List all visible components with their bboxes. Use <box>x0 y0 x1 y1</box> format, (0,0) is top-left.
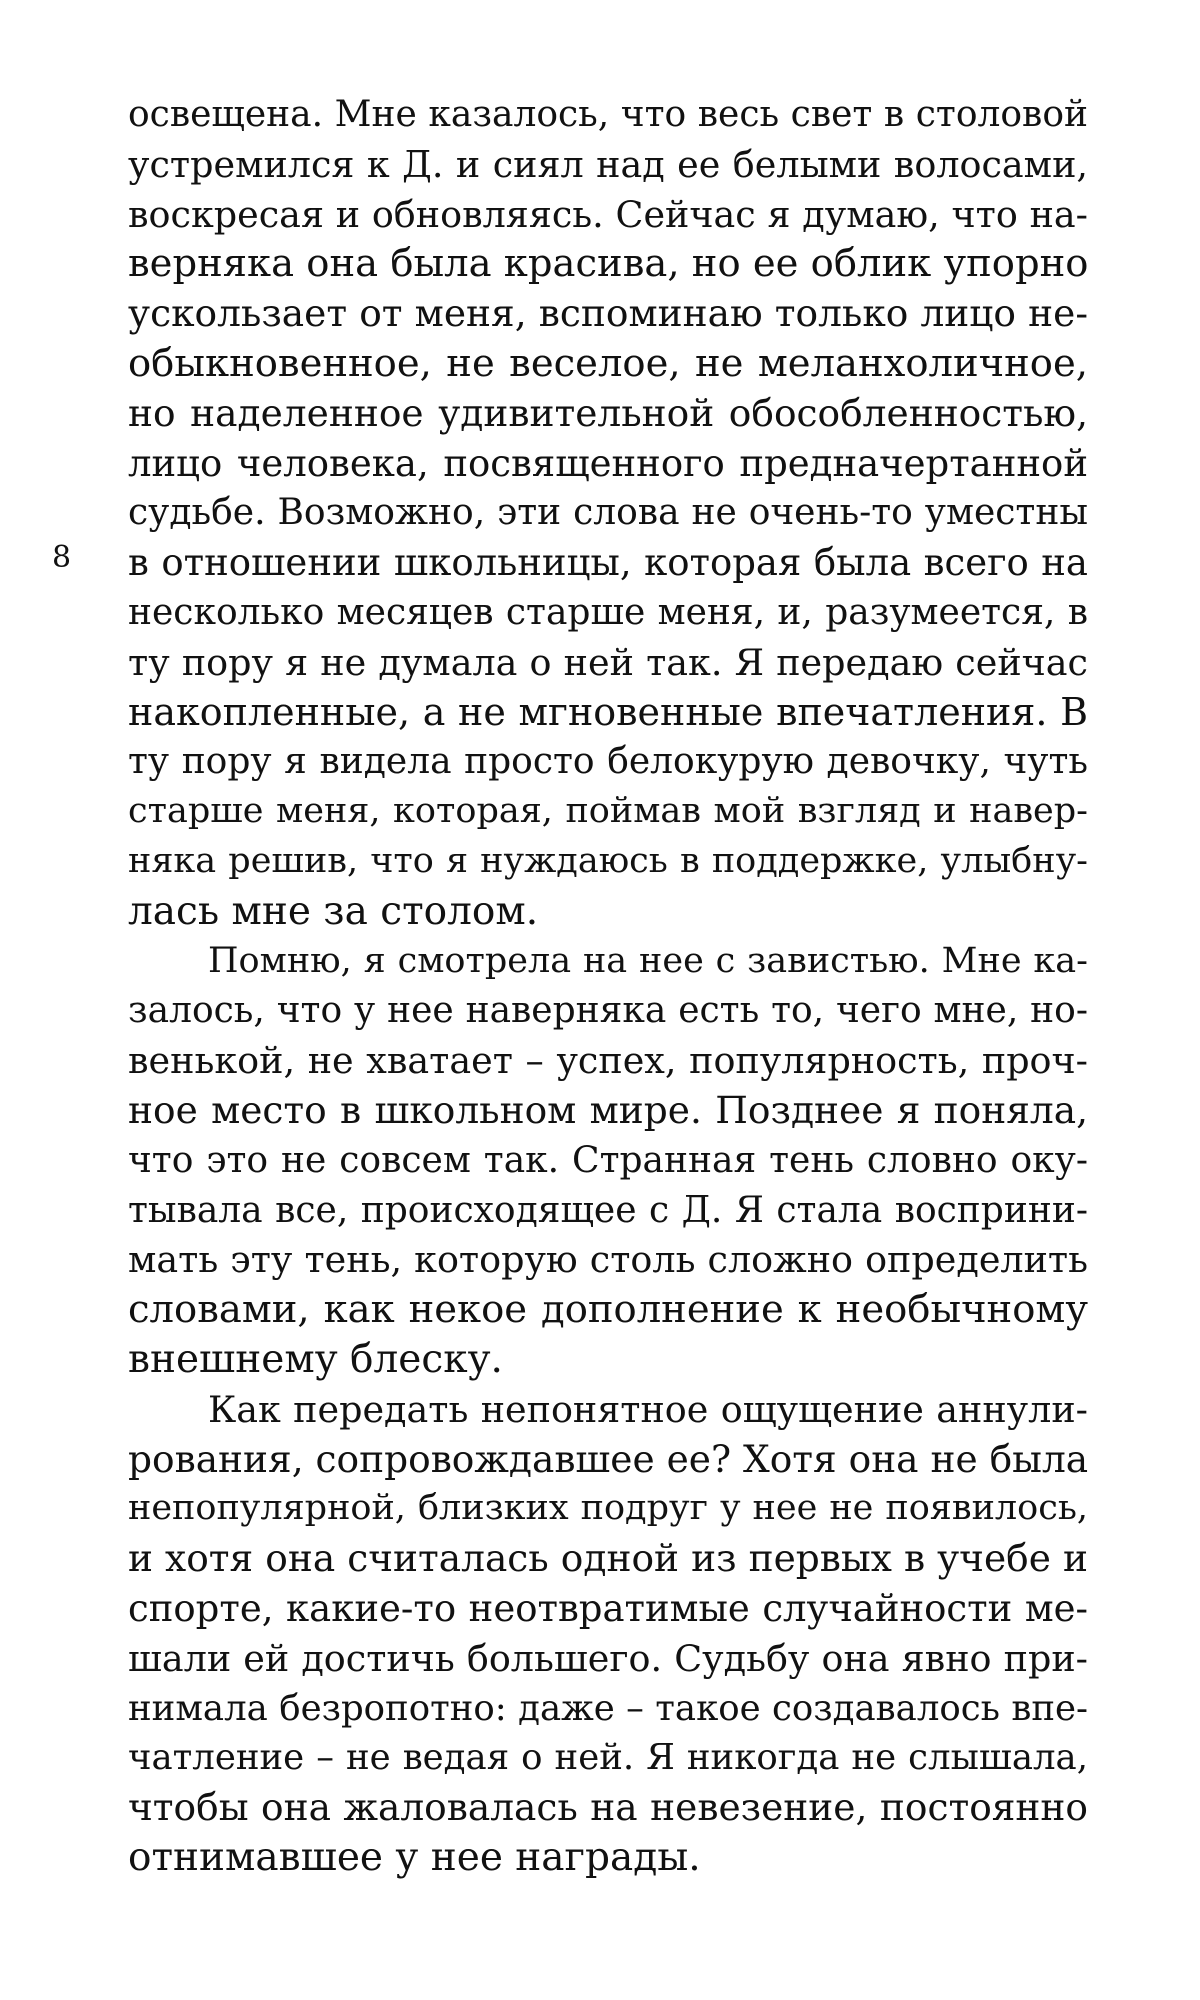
text-line: в отношении школьницы, которая была всего на <box>128 541 1088 585</box>
text-line: устремился к Д. и сиял над ее белыми волосами, <box>128 142 1088 186</box>
text-line: словами, как некое дополнение к необычному <box>128 1287 1088 1333</box>
text-line: рования, сопровождавшее ее? Хотя она не была <box>128 1436 1089 1481</box>
page-number: 8 <box>52 540 72 575</box>
text-line: Помню, я смотрела на нее с завистью. Мне ка- <box>208 940 1088 981</box>
text-line: судьбе. Возможно, эти слова не очень-то уместны <box>128 492 1088 534</box>
text-line: накопленные, а не мгновенные впечатления. В <box>128 689 1088 734</box>
text-line: няка решив, что я нуждаюсь в поддержке, улыбну- <box>128 840 1088 881</box>
body-text <box>128 90 1088 1883</box>
text-line: старше меня, которая, поймав мой взгляд и навер- <box>128 791 1088 832</box>
text-line: обыкновенное, не веселое, не меланхоличное, <box>128 340 1088 386</box>
text-line: мать эту тень, которую столь сложно определить <box>128 1238 1088 1282</box>
text-line: Как передать непонятное ощущение аннули- <box>208 1387 1088 1431</box>
text-line: отнимавшее у нее награды. <box>128 1834 701 1880</box>
text-line: спорте, какие-то неотвратимые случайности ме- <box>128 1586 1088 1630</box>
text-line: нимала безропотно: даже – такое создавалось впе- <box>128 1687 1088 1729</box>
text-line: чатление – не ведая о ней. Я никогда не слышала, <box>128 1737 1088 1779</box>
text-line: тывала все, происходящее с Д. Я стала восприни- <box>128 1189 1088 1231</box>
text-line: непопулярной, близких подруг у нее не появилось, <box>128 1488 1088 1529</box>
text-line: и хотя она считалась одной из первых в учебе и <box>128 1536 1088 1581</box>
text-line: ту пору я видела просто белокурую девочку, чуть <box>128 741 1088 783</box>
text-line: но наделенное удивительной обособленностью, <box>128 390 1088 435</box>
text-line: верняка она была красива, но ее облик упорно <box>128 241 1089 287</box>
text-line: внешнему блеску. <box>128 1336 503 1382</box>
text-line: освещена. Мне казалось, что весь свет в столовой <box>128 94 1088 135</box>
text-line: венькой, не хватает – успех, популярность, проч- <box>128 1039 1088 1083</box>
text-line: чтобы она жаловалась на невезение, постоянно <box>128 1785 1088 1830</box>
text-line: воскресая и обновляясь. Сейчас я думаю, что на- <box>128 192 1088 236</box>
text-line: ту пору я не думала о ней так. Я передаю сейчас <box>128 640 1088 684</box>
text-line: что это не совсем так. Странная тень словно оку- <box>128 1139 1088 1181</box>
text-line: несколько месяцев старше меня, и, разумеется, в <box>128 591 1088 633</box>
text-line: ускользает от меня, вспоминаю только лицо не- <box>128 291 1088 336</box>
text-line: ное место в школьном мире. Позднее я поняла, <box>128 1087 1088 1132</box>
text-line: шали ей достичь большего. Судьбу она явно при- <box>128 1636 1088 1680</box>
text-line: лась мне за столом. <box>128 888 539 934</box>
text-line: лицо человека, посвященного предначертанной <box>128 441 1088 485</box>
text-line: залось, что у нее наверняка есть то, чего мне, но- <box>128 990 1088 1032</box>
